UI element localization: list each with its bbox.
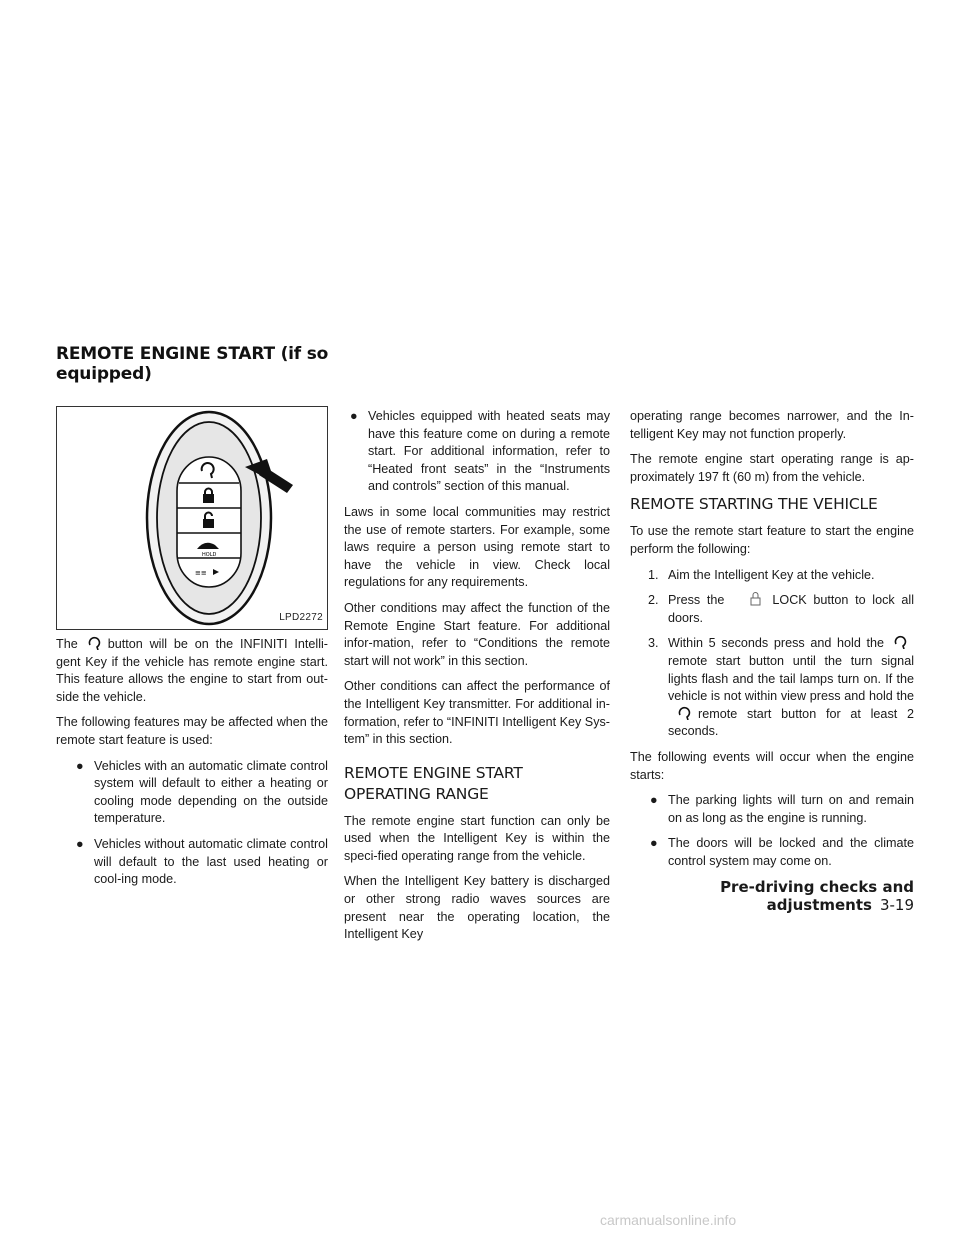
figure-label: LPD2272 [279,612,323,624]
section-title: REMOTE ENGINE START (if so equipped) [56,344,329,384]
lock-icon [728,592,768,606]
paragraph: To use the remote start feature to start the engine perform the following: [630,524,914,556]
subheading: REMOTE STARTING THE VEHICLE [630,495,878,514]
paragraph: Laws in some local communities may restrict the use of remote starters. For example, some laws require a person using remote start to have the vehicle in view. Check local regulations for any requirements. [344,504,610,590]
paragraph: The remote engine start function can only be used when the Intelligent Key is within the speci-fied operating range from the vehicle. [344,813,610,863]
list-item: 2. Press the LOCK button to lock all doors. [648,593,914,625]
list-item: ● Vehicles equipped with heated seats may have this feature come on during a remote start. For additional information, refer to “Heated front seats” in the “Instruments and controls” section of this manual. [350,409,610,494]
remote-start-icon [672,706,694,720]
intelligent-key-figure [56,406,328,630]
remote-start-icon [82,636,104,650]
intelligent-key-illustration [57,407,327,629]
list-item: ● The doors will be locked and the climate control system may come on. [650,836,914,868]
page-footer [624,878,914,914]
svg-text:HOLD: HOLD [202,552,217,558]
column-3 [630,408,914,878]
paragraph: The remote engine start operating range is ap-proximately 197 ft (60 m) from the vehicle. [630,452,914,484]
chapter-title: Pre-driving checks and adjustments [720,878,914,914]
page-number: 3-19 [879,896,914,914]
remote-start-icon [888,635,910,649]
svg-text:≡≡: ≡≡ [195,569,207,577]
paragraph: When the Intelligent Key battery is discharged or other strong radio waves sources are present near the operating location, the Intelligent Key [344,874,610,942]
paragraph: The following features may be affected when the remote start feature is used: [56,715,328,747]
paragraph: Other conditions can affect the performance of the Intelligent Key transmitter. For additional in-formation, refer to “INFINITI Intelligent Key Sys-tem” in this section. [344,679,610,747]
list-item: ● Vehicles with an automatic climate control system will default to either a heating or cooling mode depending on the outside temperature. [76,758,328,826]
subheading: REMOTE ENGINE START OPERATING RANGE [344,763,523,803]
watermark: carmanualsonline.info [600,1212,737,1228]
paragraph: operating range becomes narrower, and the In-telligent Key may not function properly. [630,409,914,441]
column-1 [56,406,328,897]
column-2 [344,408,610,952]
paragraph: The button will be on the INFINITI Intelli-gent Key if the vehicle has remote engine start. This feature allows the engine to start from out-side the vehicle. [56,637,328,704]
paragraph: Other conditions may affect the function of the Remote Engine Start feature. For additional infor-mation, refer to “Conditions the remote start will not work” in this section. [344,600,610,668]
paragraph: The following events will occur when the engine starts: [630,749,914,782]
list-item: ● Vehicles without automatic climate control will default to the last used heating or cool-ing mode. [76,836,328,887]
list-item: 3. Within 5 seconds press and hold theremote start button until the turn signal lights flash and the tail lamps turn on. If the vehicle is not within view press and hold theremote start button for at least 2 seconds. [648,636,914,739]
list-item: ● The parking lights will turn on and remain on as long as the engine is running. [650,793,914,825]
list-item: 1. Aim the Intelligent Key at the vehicle. [648,567,875,582]
